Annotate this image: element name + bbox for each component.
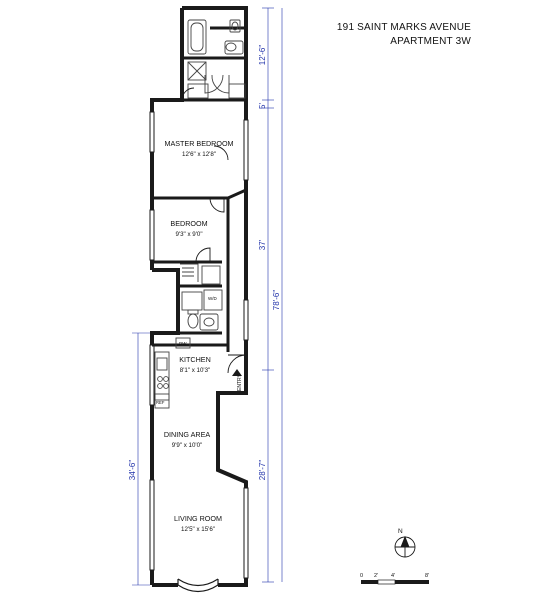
scale-tick-0: 0 xyxy=(360,573,364,579)
room-size-bedroom: 9'3" x 9'0" xyxy=(175,231,203,238)
entry-label: ENTRY xyxy=(237,374,243,391)
room-size-kitchen: 8'1" x 10'3" xyxy=(179,367,211,374)
room-name-living-room: LIVING ROOM xyxy=(174,514,222,523)
address-title: 191 SAINT MARKS AVENUE xyxy=(336,22,471,33)
room-size-master-bedroom: 12'6" x 12'8" xyxy=(182,151,216,158)
interior-walls xyxy=(152,28,246,352)
dim-hall: 5' xyxy=(258,103,267,109)
room-size-dining-area: 9'9" x 10'0" xyxy=(171,442,203,449)
dw-label: DW xyxy=(179,341,187,346)
dim-total: 78'-6" xyxy=(272,289,281,311)
room-name-kitchen: KITCHEN xyxy=(179,355,211,364)
ref-label: REF xyxy=(156,400,165,405)
room-size-living-room: 12'5" x 15'6" xyxy=(181,526,215,533)
scale-tick-8: 8' xyxy=(425,573,430,579)
dim-middle: 37' xyxy=(258,239,267,251)
wd-label: W/D xyxy=(208,296,217,301)
room-name-dining-area: DINING AREA xyxy=(163,430,211,439)
scale-tick-2: 2' xyxy=(374,573,379,579)
north-compass-icon xyxy=(395,537,415,557)
scale-tick-4: 4' xyxy=(391,573,396,579)
unit-title: APARTMENT 3W xyxy=(390,36,471,47)
dim-top: 12'-6" xyxy=(258,44,267,66)
scale-bar xyxy=(361,580,429,584)
exterior-walls xyxy=(152,8,246,585)
room-name-bedroom: BEDROOM xyxy=(170,219,208,228)
room-name-master-bedroom: MASTER BEDROOM xyxy=(164,139,234,148)
bay-window xyxy=(178,579,218,592)
compass-north-label: N xyxy=(398,528,403,535)
hall-bath-fixtures xyxy=(176,264,222,348)
scale-bar-labels xyxy=(360,573,429,579)
dim-left: 34'-6" xyxy=(128,459,137,481)
dim-front: 28'-7" xyxy=(258,459,267,481)
